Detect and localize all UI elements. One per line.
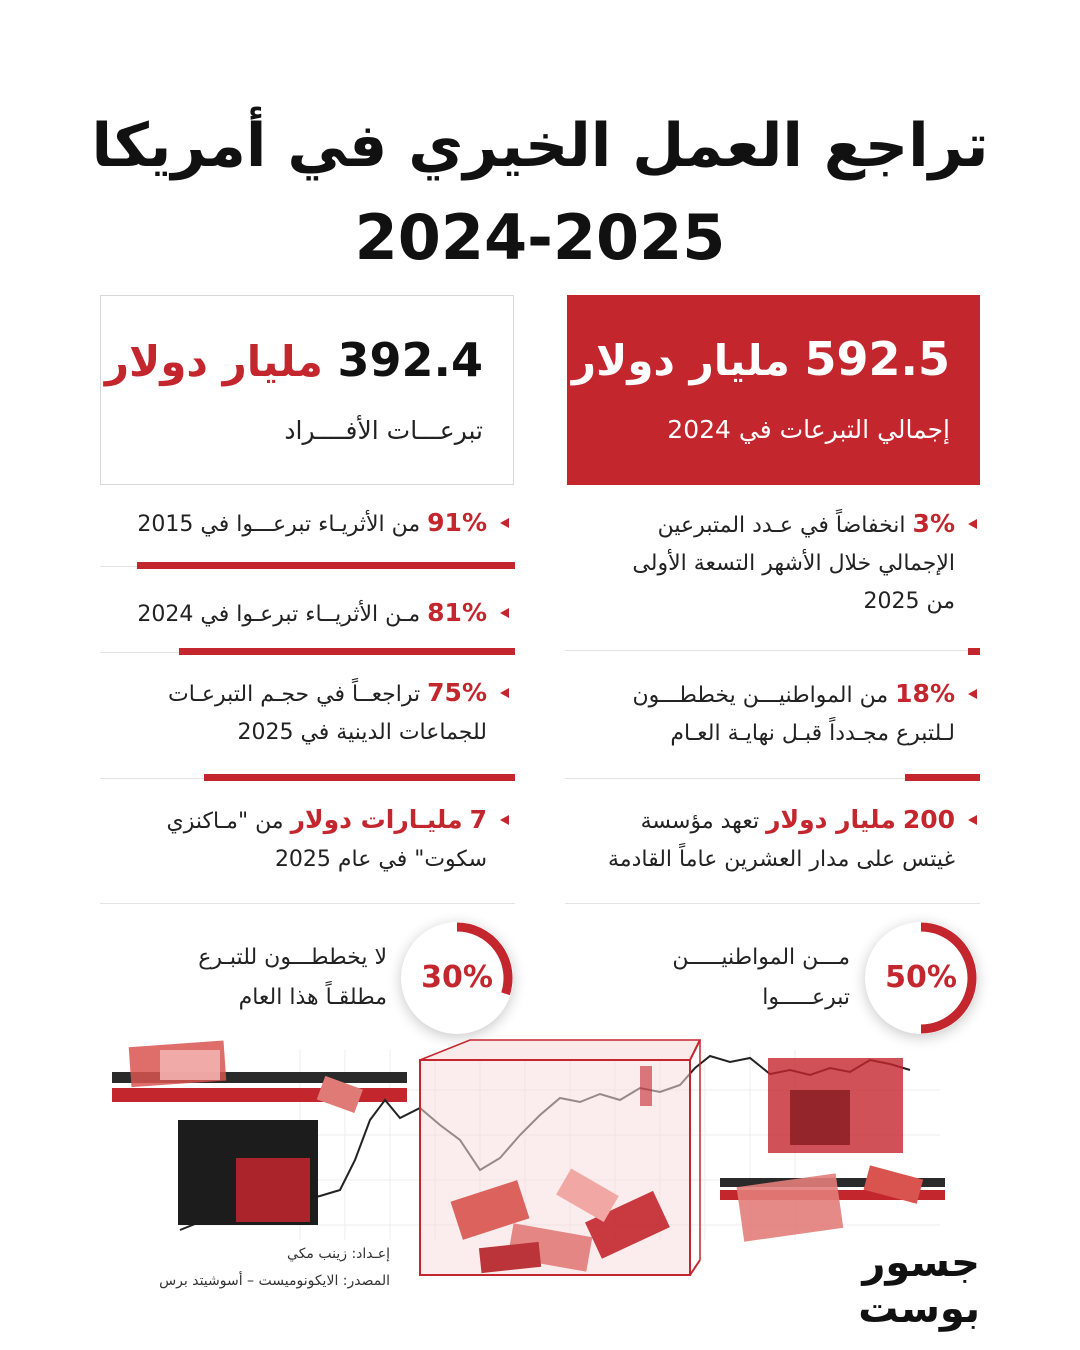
stat-value: 200: [902, 805, 955, 834]
stat-text: الإجمالي خلال الأشهر التسعة الأولى: [632, 551, 955, 576]
stat-plan-to-donate: [565, 675, 955, 753]
stat-text: تعهد مؤسسة: [640, 809, 760, 834]
stat-text: سكوت" في عام 2025: [274, 847, 487, 872]
stat-value: 81%: [427, 598, 487, 627]
stat-mackenzie-scott: [95, 801, 487, 879]
stat-text: انخفاضاً في عـدد المتبرعين: [657, 513, 906, 538]
ring-value: 50%: [885, 960, 957, 995]
bullet-arrow-icon: [500, 518, 509, 528]
total-stat: [571, 332, 950, 387]
stat-religious-groups: [95, 674, 487, 752]
no-plan-percent-ring: [401, 922, 513, 1034]
stat-value: 7: [469, 805, 487, 834]
individuals-unit: مليار دولار: [104, 337, 323, 386]
individual-donations-box: [100, 295, 514, 485]
bullet-arrow-icon: [968, 689, 977, 699]
percent-bar: [968, 648, 980, 655]
stat-text: لـلتبرع مجـدداً قبـل نهايـة العـام: [670, 721, 955, 746]
total-donations-box: [567, 295, 980, 485]
ring-caption-line: تبرعـــــوا: [762, 985, 850, 1010]
author-credit: إعـداد: زينب مكي: [287, 1246, 390, 1262]
stat-wealthy-2015: [95, 504, 487, 544]
total-number: 592.5: [804, 332, 950, 386]
bullet-arrow-icon: [968, 815, 977, 825]
credits: [90, 1241, 390, 1295]
stat-highlight: مليار دولار: [766, 805, 896, 834]
stat-text: من "مـاكنزي: [166, 809, 284, 834]
stat-text: للجماعات الدينية في 2025: [237, 720, 487, 745]
stat-text: غيتس على مدار العشرين عاماً القادمة: [607, 847, 955, 872]
ring-caption-line: مطلقـاً هذا العام: [238, 985, 387, 1010]
stat-text: من 2025: [863, 589, 955, 614]
divider: [100, 903, 515, 904]
individuals-stat: [104, 333, 483, 388]
percent-bar: [905, 774, 980, 781]
brand-logo: جسور بوست: [858, 1240, 980, 1332]
stat-text: مـن الأثريــاء تبرعـوا في 2024: [137, 602, 421, 627]
stat-value: 75%: [427, 678, 487, 707]
stat-donor-decline: [565, 505, 955, 621]
stat-wealthy-2024: [95, 594, 487, 634]
stat-text: تراجعــاً في حجـم التبرعـات: [168, 682, 421, 707]
bullet-arrow-icon: [500, 608, 509, 618]
ring-value: 30%: [421, 960, 493, 995]
donated-percent-ring: [865, 922, 977, 1034]
title-line-1: تراجع العمل الخيري في أمريكا: [91, 111, 989, 181]
percent-bar: [179, 648, 515, 655]
donated-ring-caption: [585, 938, 850, 1018]
divider: [565, 650, 980, 651]
individuals-number: 392.4: [337, 333, 483, 387]
stat-value: 3%: [912, 509, 955, 538]
individuals-caption: تبرعـــات الأفــــراد: [284, 416, 483, 445]
total-caption: إجمالي التبرعات في 2024: [667, 415, 950, 444]
no-plan-ring-caption: [110, 938, 387, 1018]
bullet-arrow-icon: [968, 519, 977, 529]
stat-text: من الأثريـاء تبرعـــوا في 2015: [137, 512, 421, 537]
total-unit: مليار دولار: [571, 336, 790, 385]
title-line-2: 2024-2025: [354, 201, 726, 274]
source-credit: المصدر: الايكونوميست – أسوشيتد برس: [159, 1273, 390, 1289]
stat-value: 91%: [427, 508, 487, 537]
stat-gates-pledge: [565, 801, 955, 879]
percent-bar: [137, 562, 515, 569]
bullet-arrow-icon: [500, 688, 509, 698]
stat-highlight: مليـارات دولار: [290, 805, 463, 834]
bullet-arrow-icon: [500, 815, 509, 825]
page-title: [60, 100, 1020, 284]
divider: [565, 903, 980, 904]
ring-caption-line: لا يخططـــون للتبـرع: [198, 945, 387, 970]
ring-caption-line: مـــن المواطنيـــــن: [672, 945, 850, 970]
stat-text: من المواطنيـــن يخططـــون: [632, 683, 889, 708]
percent-bar: [204, 774, 515, 781]
stat-value: 18%: [895, 679, 955, 708]
